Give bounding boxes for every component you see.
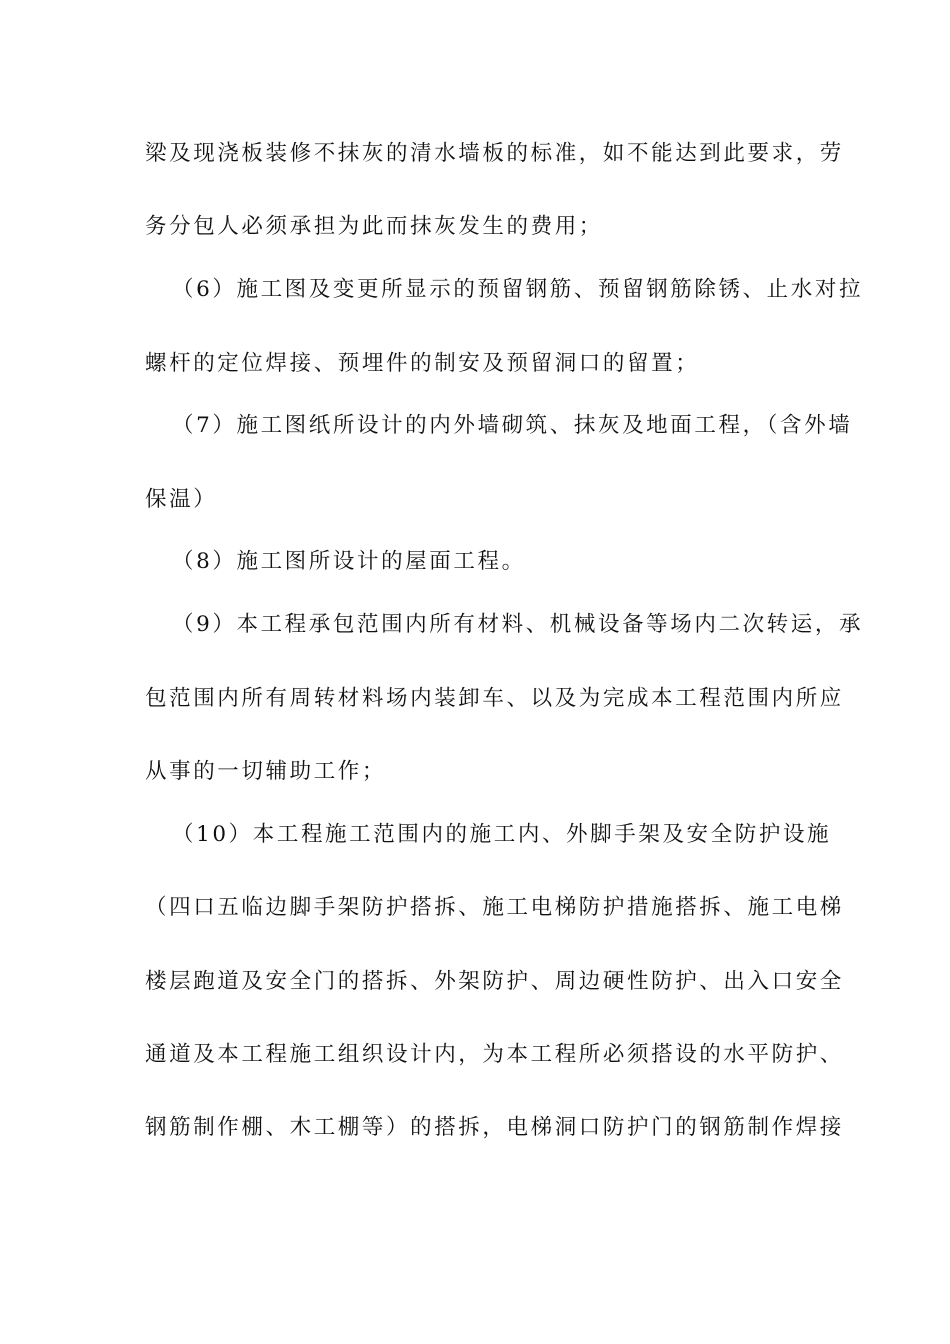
text-line: （四口五临边脚手架防护搭拆、施工电梯防护措施搭拆、施工电梯: [145, 895, 844, 920]
text-line: 梁及现浇板装修不抹灰的清水墙板的标准，如不能达到此要求，劳: [145, 141, 844, 166]
text-line: （6）施工图及变更所显示的预留钢筋、预留钢筋除锈、止水对拉: [172, 277, 864, 302]
text-line: 通道及本工程施工组织设计内，为本工程所必须搭设的水平防护、: [145, 1042, 844, 1067]
text-line: 钢筋制作棚、木工棚等）的搭拆，电梯洞口防护门的钢筋制作焊接: [145, 1115, 844, 1140]
text-line: 螺杆的定位焊接、预埋件的制安及预留洞口的留置；: [145, 351, 700, 376]
text-line: （10）本工程施工范围内的施工内、外脚手架及安全防护设施: [172, 822, 832, 847]
text-line: （8）施工图所设计的屋面工程。: [172, 549, 526, 574]
text-line: 包范围内所有周转材料场内装卸车、以及为完成本工程范围内所应: [145, 686, 844, 711]
text-line: （9）本工程承包范围内所有材料、机械设备等场内二次转运，承: [172, 612, 864, 637]
text-line: 务分包人必须承担为此而抹灰发生的费用；: [145, 214, 603, 239]
text-line: （7）施工图纸所设计的内外墙砌筑、抹灰及地面工程，（含外墙: [172, 413, 853, 438]
text-line: 楼层跑道及安全门的搭拆、外架防护、周边硬性防护、出入口安全: [145, 969, 844, 994]
text-line: 从事的一切辅助工作；: [145, 759, 387, 784]
text-line: 保温）: [145, 487, 218, 512]
